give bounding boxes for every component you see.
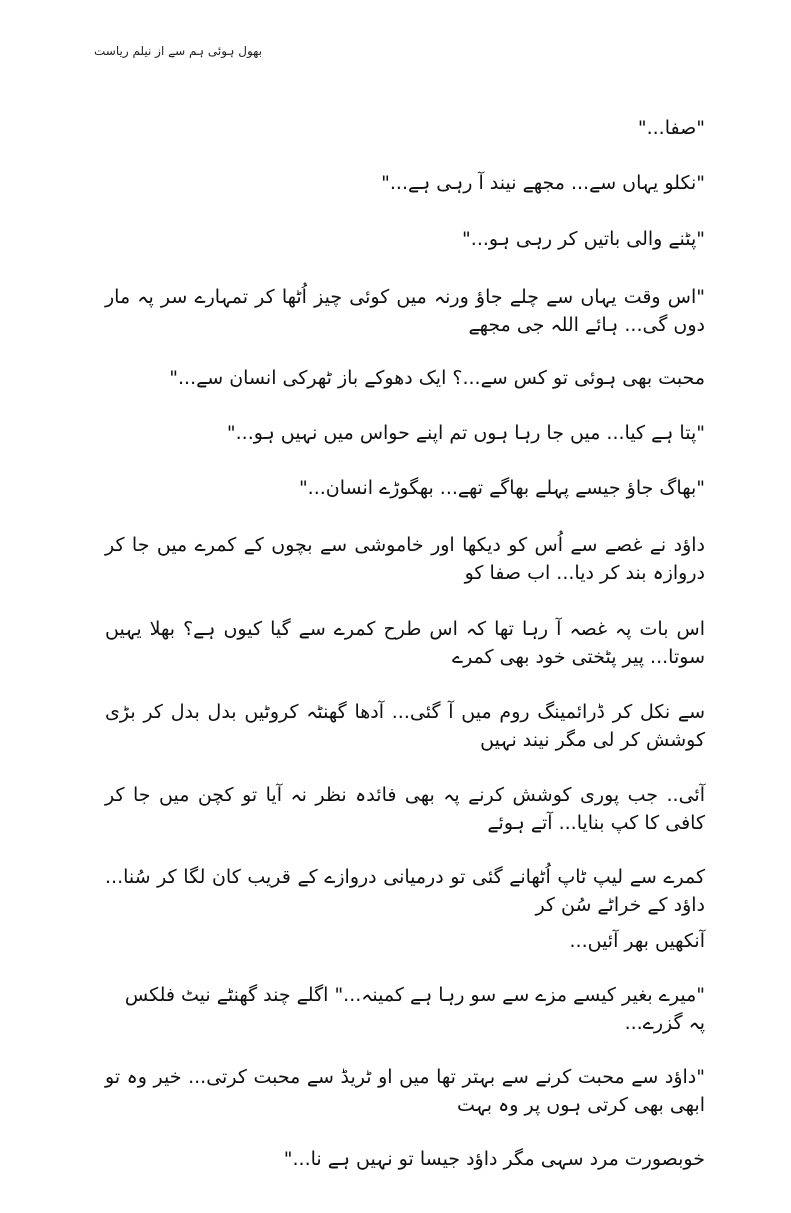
text-line: "پٹنے والی باتیں کر رہی ہو..."	[462, 228, 705, 250]
text-line: "نکلو یہاں سے... مجھے نیند آ رہی ہے..."	[381, 172, 705, 194]
text-line: داؤد نے غصے سے اُس کو دیکھا اور خاموشی سے بچوں کے کمرے میں جا کر دروازہ بند کر دیا... اب صفا کو	[105, 534, 705, 584]
text-line: آنکھیں بھر آئیں...	[569, 930, 705, 952]
text-line: خوبصورت مرد سہی مگر داؤد جیسا تو نہیں ہے نا..."	[283, 1148, 705, 1170]
text-line: "اس وقت یہاں سے چلے جاؤ ورنہ میں کوئی چیز اُٹھا کر تمہارے سر پہ مار دوں گی... ہائے اللہ جی مجھے	[105, 286, 705, 336]
text-line: "میرے بغیر کیسے مزے سے سو رہا ہے کمینہ..." اگلے چند گھنٹے نیٹ فلکس پہ گزرے...	[124, 984, 705, 1034]
text-line: "داؤد سے محبت کرنے سے بہتر تھا میں او ٹریڈ سے محبت کرتی... خیر وہ تو ابھی بھی کرتی ہوں پر وہ بہت	[105, 1066, 705, 1116]
text-line: اس بات پہ غصہ آ رہا تھا کہ اس طرح کمرے سے گیا کیوں ہے؟ بھلا یہیں سوتا... پیر پٹختی خود بھی کمرے	[105, 618, 705, 668]
document-body	[105, 114, 705, 1213]
text-line: آئی.. جب پوری کوشش کرنے پہ بھی فائدہ نظر نہ آیا تو کچن میں جا کر کافی کا کپ بنایا... آتے ہوئے	[105, 784, 705, 834]
text-line: "صفا..."	[637, 117, 705, 139]
text-line: محبت بھی ہوئی تو کس سے...؟ ایک دھوکے باز ٹھرکی انسان سے..."	[169, 367, 705, 389]
text-line: "پتا ہے کیا... میں جا رہا ہوں تم اپنے حواس میں نہیں ہو..."	[226, 422, 705, 444]
document-header-title: بھول ہوئی ہم سے از نیلم ریاست	[94, 44, 263, 58]
text-line: سے نکل کر ڈرائمینگ روم میں آ گئی... آدھا گھنٹہ کروٹیں بدل بدل کر بڑی کوشش کر لی مگر نیند نہیں	[105, 701, 705, 751]
text-line: "بھاگ جاؤ جیسے پہلے بھاگے تھے... بھگوڑے انسان..."	[298, 477, 705, 499]
text-line: کمرے سے لیپ ٹاپ اُٹھانے گئی تو درمیانی دروازے کے قریب کان لگا کر سُنا... داؤد کے خراٹے سُن کر	[105, 866, 705, 916]
